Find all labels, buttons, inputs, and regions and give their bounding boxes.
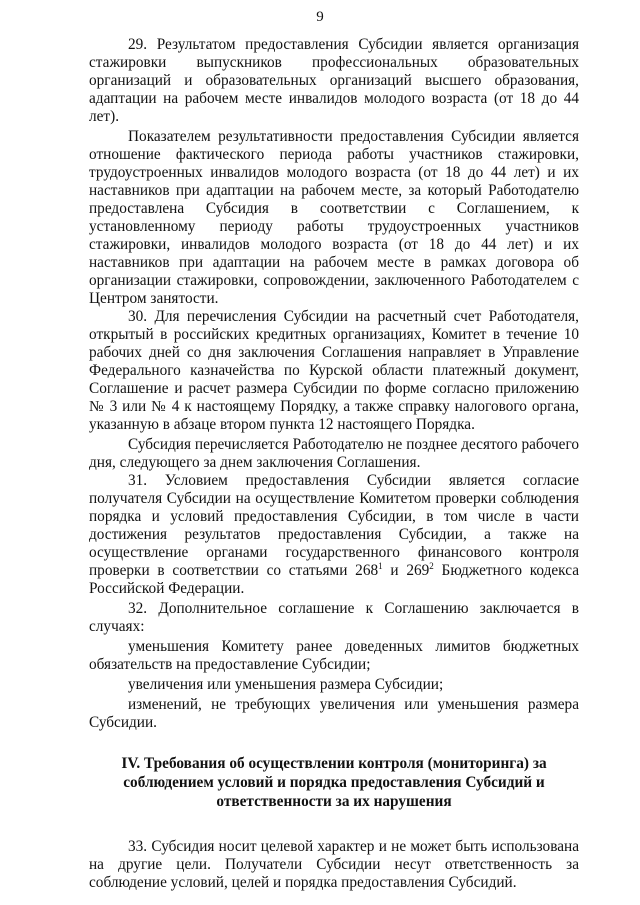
paragraph-33: 33. Субсидия носит целевой характер и не может быть использована на другие цели. Получатели Субсидии несут ответственность за соблюдение условий, целей и порядка предоставления Субсидий. <box>89 838 579 891</box>
paragraph-31 <box>89 472 579 598</box>
article-269-superscript: 2 <box>429 560 434 571</box>
paragraph-31-text-middle: и 269 <box>382 562 430 579</box>
page-number: 9 <box>316 9 324 25</box>
list-item-other-changes: изменений, не требующих увеличения или уменьшения размера Субсидии. <box>89 696 579 731</box>
section-heading-line-1: IV. Требования об осуществлении контроля (мониторинга) за <box>121 755 547 772</box>
section-heading-line-3: ответственности за их нарушения <box>216 793 452 810</box>
paragraph-31-text-start: 31. Условием предоставления Субсидии является согласие получателя Субсидии на осуществление Комитетом проверки соблюдения порядка и условий предоставления Субсидии, в том числе в части достижения результатов предоставления Субсидии, а также на осуществление органами государственного финансового контроля проверки в соответствии со статьями 268 <box>89 472 579 579</box>
paragraph-32: 32. Дополнительное соглашение к Соглашению заключается в случаях: <box>89 600 579 635</box>
paragraph-31-text-end: Бюджетного кодекса Российской Федерации. <box>89 562 580 597</box>
article-268-superscript: 1 <box>378 560 383 571</box>
section-heading-line-2: соблюдением условий и порядка предоставления Субсидий и <box>123 774 545 791</box>
document-body <box>89 36 579 892</box>
section-heading-iv <box>89 754 579 811</box>
list-item-reduction-of-limits: уменьшения Комитету ранее доведенных лимитов бюджетных обязательств на предоставление Субсидии; <box>89 638 579 673</box>
list-item-change-of-amount: увеличения или уменьшения размера Субсидии; <box>128 676 444 693</box>
paragraph-performance-indicator: Показателем результативности предоставления Субсидии является отношение фактического периода работы участников стажировки, трудоустроенных инвалидов молодого возраста (от 18 до 44 лет) и их наставников при адаптации на рабочем месте, за который Работодателю предоставлена Субсидия в соответствии с Соглашением, к установленному периоду работы трудоустроенных участников стажировки, инвалидов молодого возраста (от 18 до 44 лет) и их наставников при адаптации на рабочем месте в рамках договора об организации стажировки, сопровождении, заключенного Работодателем с Центром занятости. <box>89 128 579 307</box>
paragraph-29: 29. Результатом предоставления Субсидии является организация стажировки выпускников профессиональных образовательных организаций и образовательных организаций высшего образования, адаптации на рабочем месте инвалидов молодого возраста (от 18 до 44 лет). <box>89 36 579 125</box>
paragraph-transfer-deadline: Субсидия перечисляется Работодателю не позднее десятого рабочего дня, следующего за днем заключения Соглашения. <box>89 436 579 471</box>
paragraph-30: 30. Для перечисления Субсидии на расчетный счет Работодателя, открытый в российских кредитных организациях, Комитет в течение 10 рабочих дней со дня заключения Соглашения направляет в Управление Федерального казначейства по Курской области платежный документ, Соглашение и расчет размера Субсидии по форме согласно приложению № 3 или № 4 к настоящему Порядку, а также справку налогового органа, указанную в абзаце втором пункта 12 настоящего Порядка. <box>89 308 579 433</box>
